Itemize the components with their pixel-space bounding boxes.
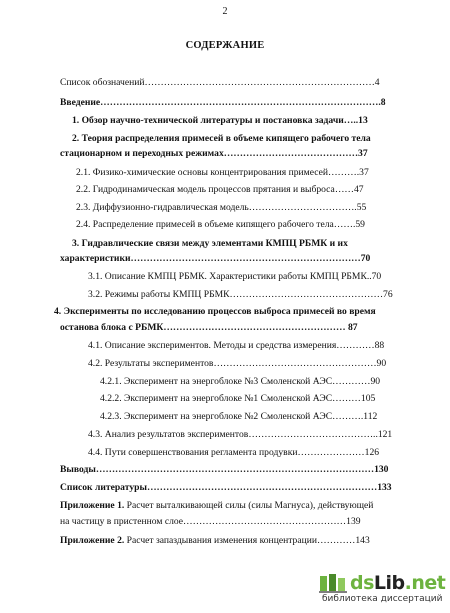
toc-entry: Введение…………………………………………………………………………….8 [60, 97, 386, 108]
toc-entry: 4.2.3. Эксперимент на энергоблоке №2 Смоленской АЭС……….112 [100, 411, 378, 422]
toc-entry: характеристики………………………………………………………………70 [60, 253, 371, 264]
toc-entry: Выводы……………………………………………………………………………130 [60, 464, 389, 475]
appendix-1-label: Приложение 1. [60, 500, 125, 511]
brand-part-net: .net [404, 572, 446, 594]
toc-entry [60, 535, 370, 547]
document-title: СОДЕРЖАНИЕ [185, 40, 265, 51]
toc-entry: 1. Обзор научно-технической литературы и постановка задачи…..13 [72, 115, 368, 126]
brand-part-lib: Lib [373, 572, 405, 594]
appendix-2-text: Расчет запаздывания изменения концентрации…………143 [124, 535, 370, 546]
toc-entry: 2.3. Диффузионно-гидравлическая модель…………………………….55 [76, 202, 367, 213]
toc-entry: 2.2. Гидродинамическая модель процессов прятания и выброса……47 [76, 184, 364, 195]
toc-entry: 2. Теория распределения примесей в объеме кипящего рабочего тела [72, 133, 371, 144]
toc-entry: 4.2.2. Эксперимент на энергоблоке №1 Смоленской АЭС………105 [100, 393, 376, 404]
toc-entry: 2.1. Физико-химические основы концентрирования примесей……….37 [76, 167, 369, 178]
toc-entry: 2.4. Распределение примесей в объеме кипящего рабочего тела…….59 [76, 219, 365, 230]
appendix-1-text: Расчет выталкивающей силы (силы Магнуса), действующей [124, 500, 374, 511]
toc-entry: на частицу в пристенном слое……………………………………………139 [60, 516, 361, 527]
brand-part-ds: ds [350, 572, 374, 594]
toc-entry: останова блока с РБМК………………………………………………… 87 [60, 322, 358, 333]
dslib-watermark [318, 572, 446, 608]
toc-entry: стационарном и переходных режимах……………………………………37 [60, 148, 368, 159]
toc-entry: 4.4. Пути совершенствования регламента продувки…………………126 [88, 447, 380, 458]
toc-entry: 3.2. Режимы работы КМПЦ РБМК…………………………………………76 [88, 289, 393, 300]
toc-entry [60, 500, 373, 512]
toc-entry: 3. Гидравлические связи между элементами КМПЦ РБМК и их [72, 238, 348, 249]
appendix-2-label: Приложение 2. [60, 535, 125, 546]
toc-entry: 4.3. Анализ результатов экспериментов…………………………………..121 [88, 429, 393, 440]
toc-entry: 4. Эксперименты по исследованию процессов выброса примесей во время [54, 306, 376, 317]
dslib-tagline: библиотека диссертаций [322, 594, 443, 604]
toc-entry: 3.1. Описание КМПЦ РБМК. Характеристики работы КМПЦ РБМК..70 [88, 271, 382, 282]
toc-entry: 4.2. Результаты экспериментов……………………………………………90 [88, 358, 387, 369]
dslib-brand [350, 572, 445, 594]
toc-entry: 4.1. Описание экспериментов. Методы и средства измерения…………88 [88, 340, 385, 351]
page-number: 2 [222, 6, 228, 17]
dslib-logo-icon [318, 572, 348, 594]
toc-entry: Список литературы………………………………………………………………133 [60, 482, 392, 493]
toc-entry: 4.2.1. Эксперимент на энергоблоке №3 Смоленской АЭС…………90 [100, 376, 381, 387]
toc-entry: Список обозначений………………………………………………………………4 [60, 77, 380, 88]
